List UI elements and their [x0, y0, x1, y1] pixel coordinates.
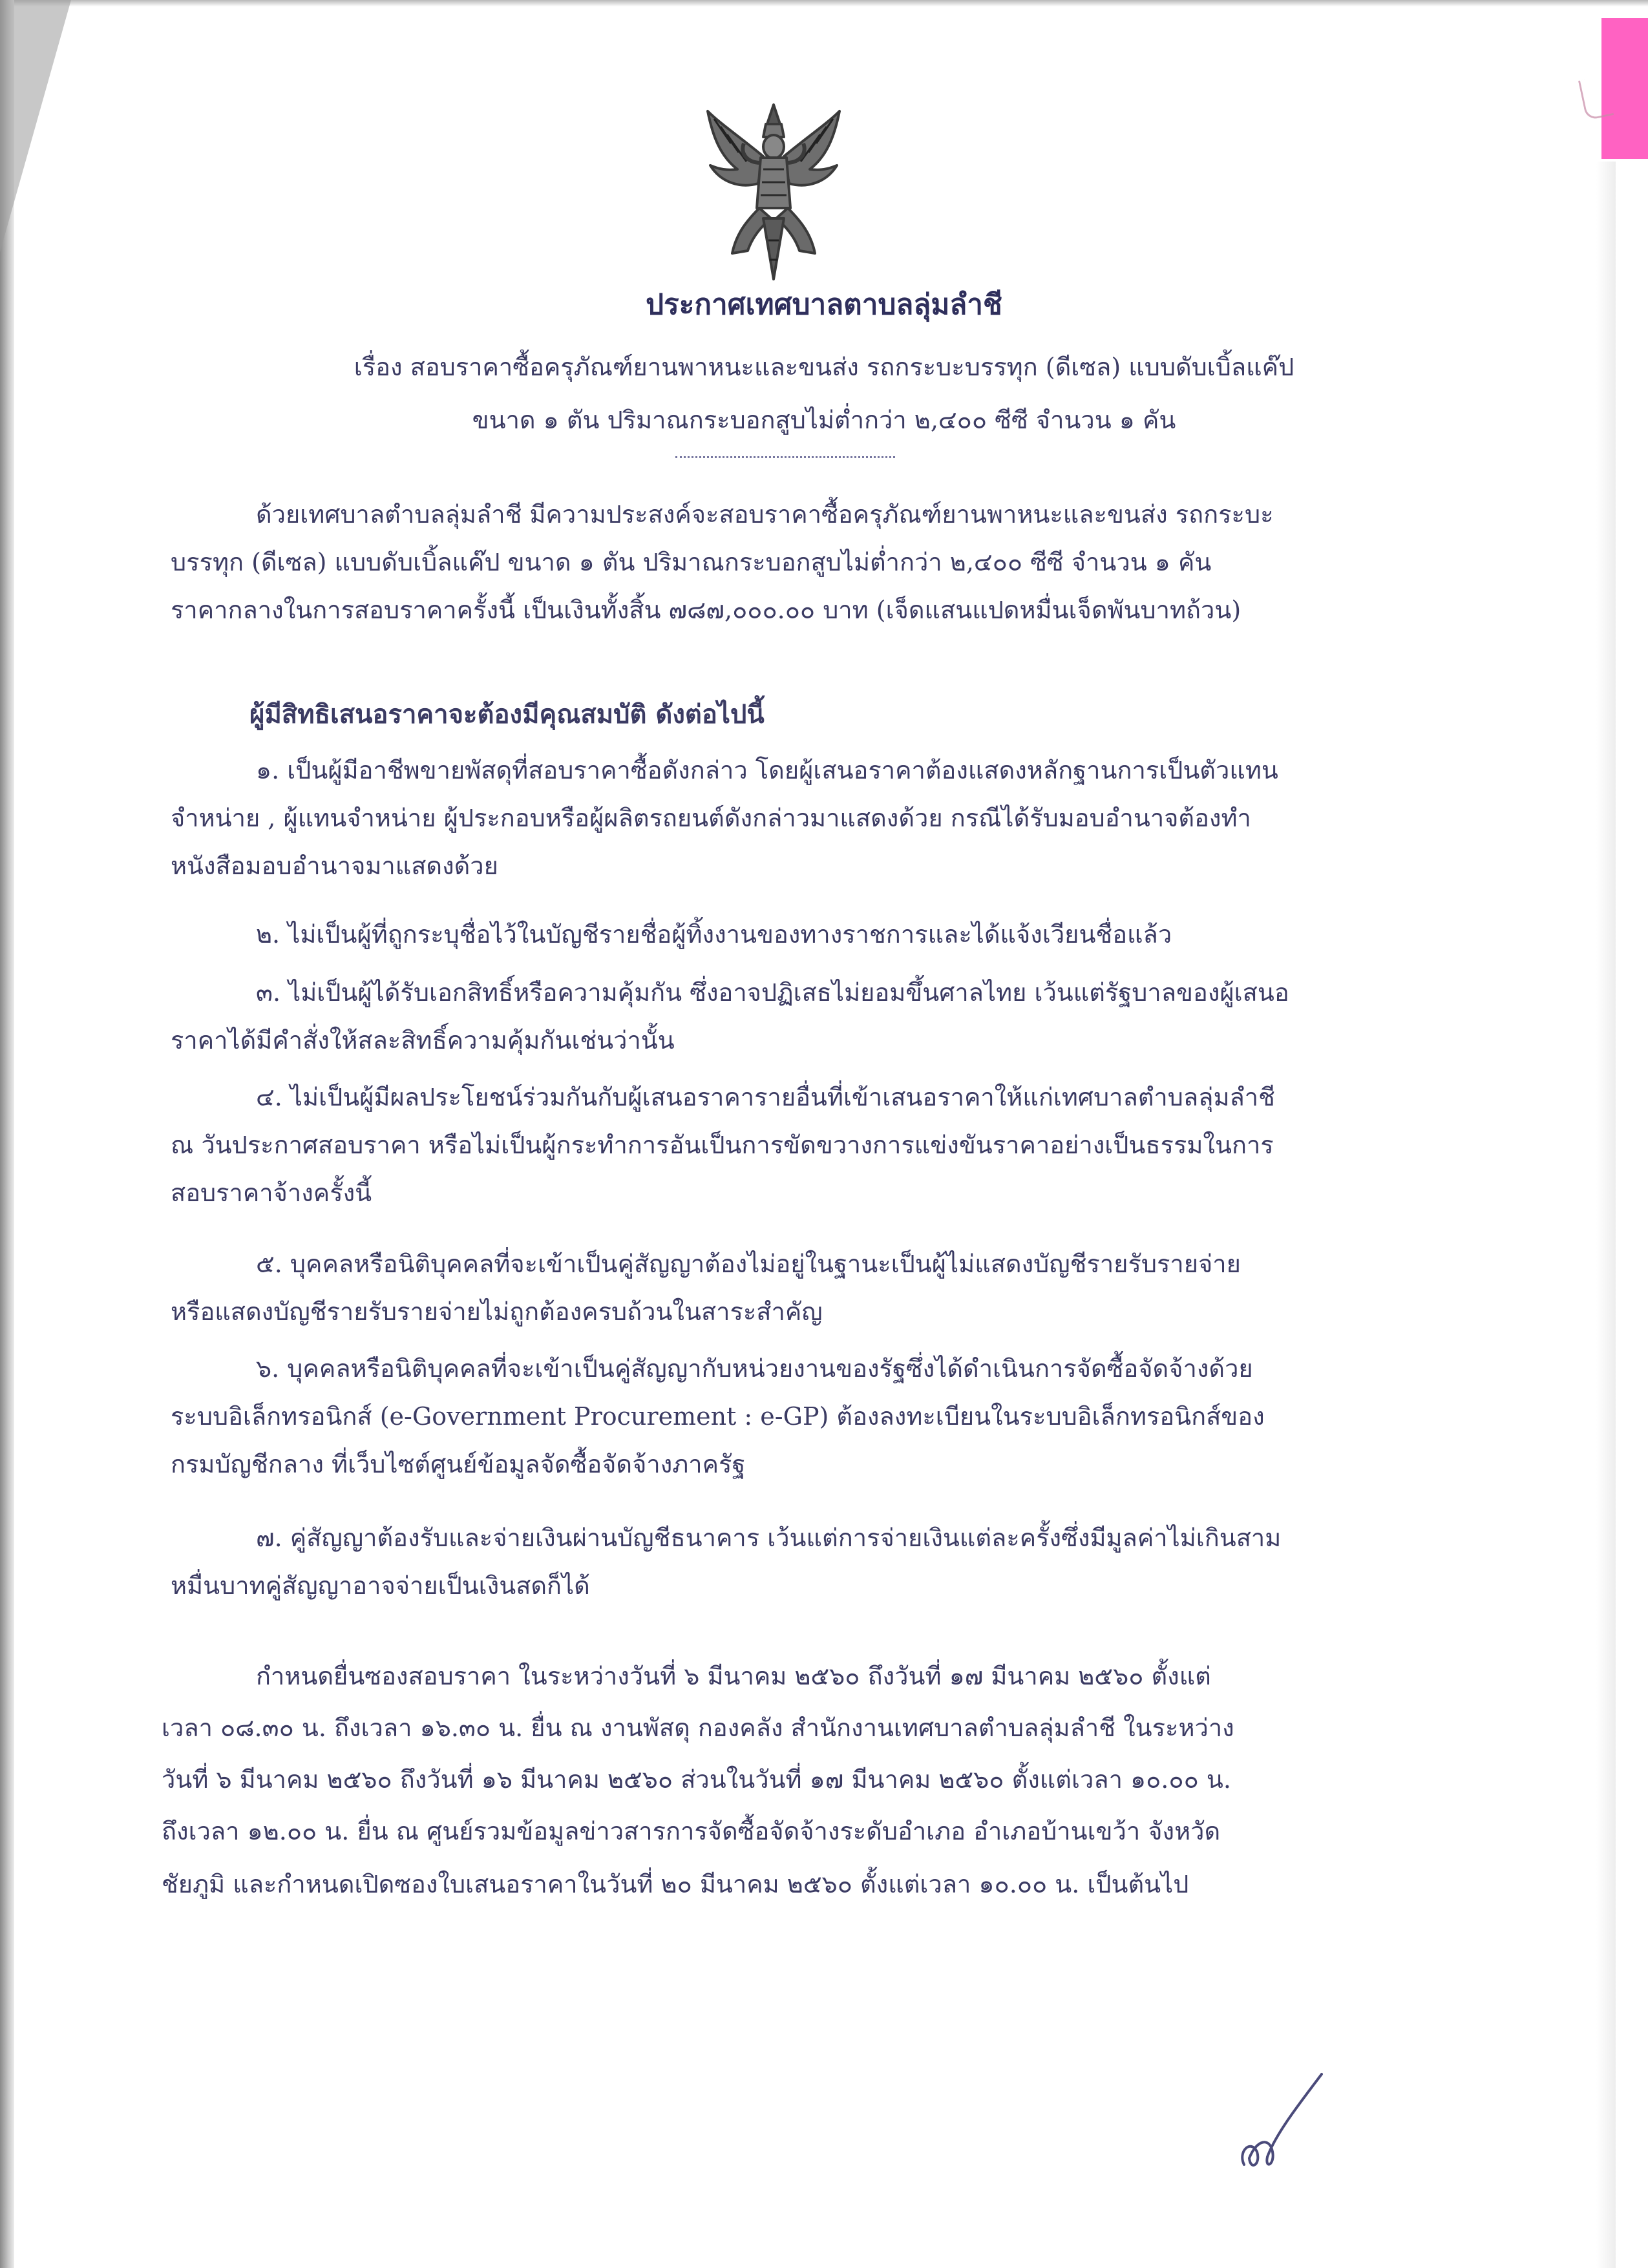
intro-line-3: ราคากลางในการสอบราคาครั้งนี้ เป็นเงินทั้งสิ้น ๗๘๗,๐๐๐.๐๐ บาท (เจ็ดแสนแปดหมื่นเจ็ดพันบาทถ้วน) [171, 596, 1241, 624]
qualification-3-line-2: ราคาได้มีคำสั่งให้สละสิทธิ์ความคุ้มกันเช่นว่านั้น [171, 1026, 675, 1055]
subject-line-1: เรื่อง สอบราคาซื้อครุภัณฑ์ยานพาหนะและขนส่ง รถกระบะบรรทุก (ดีเซล) แบบดับเบิ้ลแค๊ป [354, 353, 1294, 381]
qualification-5-line-2: หรือแสดงบัญชีรายรับรายจ่ายไม่ถูกต้องครบถ้วนในสาระสำคัญ [171, 1297, 823, 1326]
folded-corner [0, 0, 71, 252]
qualification-3-line-1: ๓. ไม่เป็นผู้ได้รับเอกสิทธิ์หรือความคุ้มกัน ซึ่งอาจปฏิเสธไม่ยอมขึ้นศาลไทย เว้นแต่รัฐบาลของผู้เสนอ [256, 978, 1289, 1007]
qualification-1-line-2: จำหน่าย , ผู้แทนจำหน่าย ผู้ประกอบหรือผู้ผลิตรถยนต์ดังกล่าวมาแสดงด้วย กรณีได้รับมอบอำนาจต้องทำ [171, 804, 1251, 832]
scan-top-edge [0, 0, 1648, 6]
qualification-7-line-2: หมื่นบาทคู่สัญญาอาจจ่ายเป็นเงินสดก็ได้ [171, 1571, 590, 1600]
schedule-line-2: เวลา ๐๘.๓๐ น. ถึงเวลา ๑๖.๓๐ น. ยื่น ณ งานพัสดุ กองคลัง สำนักงานเทศบาลตำบลลุ่มลำชี ในระหว่าง [162, 1714, 1234, 1742]
qualification-5-line-1: ๕. บุคคลหรือนิติบุคคลที่จะเข้าเป็นคู่สัญญาต้องไม่อยู่ในฐานะเป็นผู้ไม่แสดงบัญชีรายรับรายจ่าย [256, 1250, 1241, 1278]
qualification-6-line-1: ๖. บุคคลหรือนิติบุคคลที่จะเข้าเป็นคู่สัญญากับหน่วยงานของรัฐซึ่งได้ดำเนินการจัดซื้อจัดจ้างด้วย [256, 1354, 1253, 1383]
qualification-4-line-3: สอบราคาจ้างครั้งนี้ [171, 1179, 372, 1207]
scan-left-edge [0, 0, 14, 2268]
qualification-6-line-3: กรมบัญชีกลาง ที่เว็บไซต์ศูนย์ข้อมูลจัดซื้อจัดจ้างภาครัฐ [171, 1450, 746, 1478]
title-divider [675, 456, 895, 458]
qualification-7-line-1: ๗. คู่สัญญาต้องรับและจ่ายเงินผ่านบัญชีธนาคาร เว้นแต่การจ่ายเงินแต่ละครั้งซึ่งมีมูลค่าไม่เกินสาม [256, 1524, 1282, 1552]
schedule-line-3: วันที่ ๖ มีนาคม ๒๕๖๐ ถึงวันที่ ๑๖ มีนาคม ๒๕๖๐ ส่วนในวันที่ ๑๗ มีนาคม ๒๕๖๐ ตั้งแต่เวลา ๑๐.๐๐ น. [162, 1765, 1231, 1794]
pink-sticky-note [1601, 18, 1648, 159]
qualification-2: ๒. ไม่เป็นผู้ที่ถูกระบุชื่อไว้ในบัญชีรายชื่อผู้ทิ้งงานของทางราชการและได้แจ้งเวียนชื่อแล้ว [256, 920, 1172, 949]
intro-line-2: บรรทุก (ดีเซล) แบบดับเบิ้ลแค๊ป ขนาด ๑ ตัน ปริมาณกระบอกสูบไม่ต่ำกว่า ๒,๔๐๐ ซีซี จำนวน ๑ คัน [171, 548, 1212, 576]
garuda-emblem-icon [701, 98, 846, 286]
scan-right-shadow [1596, 162, 1616, 2268]
qualification-1-line-1: ๑. เป็นผู้มีอาชีพขายพัสดุที่สอบราคาซื้อดังกล่าว โดยผู้เสนอราคาต้องแสดงหลักฐานการเป็นตัวแทน [256, 756, 1278, 784]
schedule-line-5: ชัยภูมิ และกำหนดเปิดซองใบเสนอราคาในวันที่ ๒๐ มีนาคม ๒๕๖๐ ตั้งแต่เวลา ๑๐.๐๐ น. เป็นต้นไป [162, 1870, 1189, 1898]
document-title: ประกาศเทศบาลตาบลลุ่มลำชี [646, 288, 1002, 321]
handwritten-initial-mark [1231, 2061, 1328, 2178]
qualifications-heading: ผู้มีสิทธิเสนอราคาจะต้องมีคุณสมบัติ ดังต่อไปนี้ [249, 699, 765, 730]
schedule-line-1: กำหนดยื่นซองสอบราคา ในระหว่างวันที่ ๖ มีนาคม ๒๕๖๐ ถึงวันที่ ๑๗ มีนาคม ๒๕๖๐ ตั้งแต่ [256, 1662, 1211, 1690]
qualification-4-line-1: ๔. ไม่เป็นผู้มีผลประโยชน์ร่วมกันกับผู้เสนอราคารายอื่นที่เข้าเสนอราคาให้แก่เทศบาลตำบลลุ่มลำชี [256, 1083, 1275, 1111]
qualification-1-line-3: หนังสือมอบอำนาจมาแสดงด้วย [171, 852, 498, 880]
subject-line-2: ขนาด ๑ ตัน ปริมาณกระบอกสูบไม่ต่ำกว่า ๒,๔๐๐ ซีซี จำนวน ๑ คัน [472, 406, 1176, 434]
qualification-4-line-2: ณ วันประกาศสอบราคา หรือไม่เป็นผู้กระทำการอันเป็นการขัดขวางการแข่งขันราคาอย่างเป็นธรรมในการ [171, 1131, 1274, 1159]
schedule-line-4: ถึงเวลา ๑๒.๐๐ น. ยื่น ณ ศูนย์รวมข้อมูลข่าวสารการจัดซื้อจัดจ้างระดับอำเภอ อำเภอบ้านเขว้า จังหวัด [162, 1817, 1221, 1845]
qualification-6-line-2: ระบบอิเล็กทรอนิกส์ (e-Government Procurement : e-GP) ต้องลงทะเบียนในระบบอิเล็กทรอนิกส์ของ [171, 1402, 1265, 1431]
intro-line-1: ด้วยเทศบาลตำบลลุ่มลำชี มีความประสงค์จะสอบราคาซื้อครุภัณฑ์ยานพาหนะและขนส่ง รถกระบะ [256, 500, 1274, 529]
